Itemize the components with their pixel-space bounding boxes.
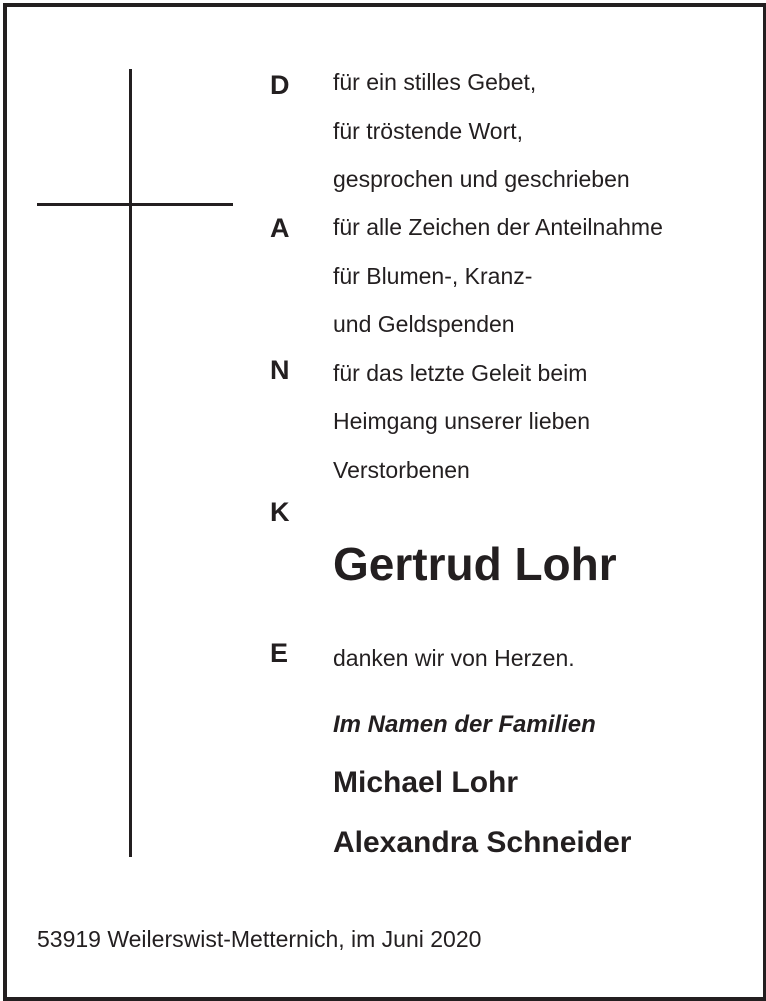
- thanks-line: Verstorbenen: [333, 457, 470, 483]
- cross-icon-vertical-bar: [129, 69, 132, 857]
- thanks-line: für tröstende Wort,: [333, 118, 524, 144]
- signer-name: Alexandra Schneider: [333, 826, 632, 859]
- thanks-line: gesprochen und geschrieben: [333, 166, 630, 192]
- thanks-line: für das letzte Geleit beim: [333, 360, 588, 386]
- acrostic-letter-d: D: [270, 70, 290, 100]
- thanks-line: und Geldspenden: [333, 311, 515, 337]
- acrostic-letter-e: E: [270, 638, 289, 668]
- thanks-line: für Blumen-, Kranz-: [333, 263, 533, 289]
- acrostic-letter-n: N: [270, 355, 290, 385]
- deceased-name: Gertrud Lohr: [333, 538, 617, 590]
- place-date-footer: 53919 Weilerswist-Metternich, im Juni 2020: [37, 926, 482, 952]
- thanks-line: für ein stilles Gebet,: [333, 69, 537, 95]
- thanks-line: für alle Zeichen der Anteilnahme: [333, 214, 663, 240]
- cross-icon-horizontal-bar: [37, 203, 233, 206]
- closing-line: danken wir von Herzen.: [333, 645, 575, 671]
- signature-intro: Im Namen der Familien: [333, 711, 596, 738]
- acrostic-letter-a: A: [270, 213, 290, 243]
- signer-name: Michael Lohr: [333, 766, 519, 799]
- thanks-line: Heimgang unserer lieben: [333, 408, 590, 434]
- acrostic-letter-k: K: [270, 497, 290, 527]
